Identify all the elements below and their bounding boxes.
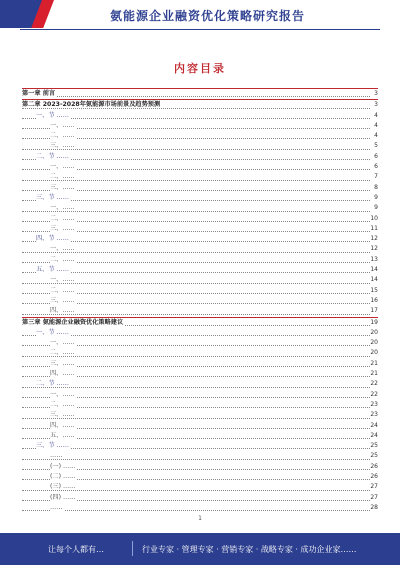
toc-entry-label: 一、…… <box>50 245 75 253</box>
toc-entry[interactable] <box>22 296 378 306</box>
toc-leader-dots <box>22 459 370 460</box>
toc-entry[interactable] <box>22 99 378 110</box>
toc-entry-page: 23 <box>370 400 378 410</box>
page-number: 1 <box>198 515 202 522</box>
toc-entry-page: 22 <box>370 390 378 400</box>
toc-entry-label: 二、…… <box>50 214 75 222</box>
toc-entry-page: 4 <box>374 131 378 141</box>
toc-entry-label: 第一章 前言 <box>22 90 56 97</box>
toc-entry-label: 二、…… <box>50 132 75 140</box>
toc-entry-page: 5 <box>374 141 378 151</box>
toc-entry-label: (一) …… <box>50 462 76 470</box>
toc-entry-label: 三、…… <box>50 224 75 232</box>
toc-entry[interactable] <box>22 224 378 234</box>
toc-entry[interactable] <box>22 275 378 285</box>
toc-entry[interactable] <box>22 410 378 420</box>
toc-entry-page: 20 <box>370 328 378 338</box>
toc-entry-page: 20 <box>370 348 378 358</box>
toc-entry-label: …… <box>50 503 63 511</box>
toc-entry-page: 9 <box>374 203 378 213</box>
toc-entry-page: 14 <box>370 275 378 285</box>
toc-entry[interactable] <box>22 328 378 338</box>
toc-entry-label: (三) …… <box>50 483 76 491</box>
toc-entry[interactable] <box>22 183 378 193</box>
toc-leader-dots <box>22 335 370 336</box>
toc-entry-page: 14 <box>370 265 378 275</box>
footer-divider <box>132 541 133 556</box>
toc-entry[interactable] <box>22 503 378 513</box>
toc-leader-dots <box>22 200 370 201</box>
toc-entry[interactable] <box>22 88 378 99</box>
toc-entry-label: (四) …… <box>50 493 76 501</box>
toc-entry[interactable] <box>22 348 378 358</box>
toc-entry[interactable] <box>22 162 378 172</box>
toc-entry-label: 一、节 …… <box>36 111 69 119</box>
toc-entry-page: 7 <box>374 172 378 182</box>
toc-entry[interactable] <box>22 203 378 213</box>
toc-entry-page: 11 <box>370 224 378 234</box>
toc-entry-label: 三、节 …… <box>36 442 69 450</box>
toc-entry-page: 4 <box>374 111 378 121</box>
toc-entry[interactable] <box>22 493 378 503</box>
toc-entry-page: 10 <box>370 214 378 224</box>
toc-entry-page: 3 <box>374 89 378 99</box>
toc-entry-label: 二、…… <box>50 400 75 408</box>
toc-entry-page: 13 <box>370 255 378 265</box>
toc-entry-page: 4 <box>374 121 378 131</box>
toc-leader-dots <box>22 448 370 449</box>
toc-entry-page: 19 <box>370 318 378 328</box>
toc-entry-page: 24 <box>370 421 378 431</box>
report-title: 氨能源企业融资优化策略研究报告 <box>110 9 306 23</box>
toc-entry[interactable] <box>22 121 378 131</box>
toc-entry-label: 二、…… <box>50 286 75 294</box>
toc-entry-label: 四、…… <box>50 370 75 378</box>
toc-entry-page: 15 <box>370 286 378 296</box>
toc-entry-label: 第二章 2023-2028年氨能源市场前景及趋势预测 <box>22 101 161 109</box>
toc-entry[interactable] <box>22 306 378 316</box>
toc-entry-label: 三、…… <box>50 183 75 191</box>
toc-entry-label: (二) …… <box>50 472 76 480</box>
toc-entry-label: 二、节 …… <box>36 380 69 388</box>
toc-entry-page: 27 <box>370 482 378 492</box>
toc-entry-label: 一、…… <box>50 163 75 171</box>
toc-entry-label: 三、…… <box>50 411 75 419</box>
toc-leader-dots <box>22 510 370 511</box>
toc-entry-label: 四、…… <box>50 421 75 429</box>
toc-leader-dots <box>22 241 370 242</box>
toc-entry-page: 25 <box>370 441 378 451</box>
table-of-contents <box>22 88 378 512</box>
page-header <box>0 0 400 28</box>
toc-entry[interactable] <box>22 193 378 203</box>
toc-entry[interactable] <box>22 141 378 151</box>
toc-entry-page: 6 <box>374 162 378 172</box>
toc-entry-page: 16 <box>370 296 378 306</box>
footer-experts: 行业专家 · 管理专家 · 营销专家 · 战略专家 · 成功企业家…… <box>142 545 357 554</box>
toc-entry-page: 24 <box>370 431 378 441</box>
toc-entry[interactable] <box>22 379 378 389</box>
toc-entry[interactable] <box>22 369 378 379</box>
toc-entry-label: 四、节 …… <box>36 235 69 243</box>
toc-entry[interactable] <box>22 400 378 410</box>
toc-entry-page: 8 <box>374 183 378 193</box>
toc-entry-page: 21 <box>370 369 378 379</box>
toc-entry-label: 四、…… <box>50 307 75 315</box>
toc-entry[interactable] <box>22 431 378 441</box>
toc-entry[interactable] <box>22 244 378 254</box>
toc-entry-page: 12 <box>370 234 378 244</box>
toc-entry-page: 6 <box>374 152 378 162</box>
toc-entry-label: 第三章 氨能源企业融资优化策略建议 <box>22 318 124 326</box>
toc-leader-dots <box>22 159 370 160</box>
toc-entry-label: 一、…… <box>50 276 75 284</box>
toc-entry-label: 五、节 …… <box>36 266 69 274</box>
toc-entry-label: 三、…… <box>50 359 75 367</box>
toc-entry-label: 二、…… <box>50 173 75 181</box>
toc-entry-page: 3 <box>374 100 378 110</box>
toc-leader-dots <box>22 118 370 119</box>
toc-entry[interactable] <box>22 359 378 369</box>
toc-entry[interactable] <box>22 338 378 348</box>
toc-entry-label: …… <box>50 452 63 460</box>
toc-entry[interactable] <box>22 172 378 182</box>
toc-entry-label: 一、…… <box>50 339 75 347</box>
toc-entry-page: 26 <box>370 462 378 472</box>
toc-entry-page: 20 <box>370 338 378 348</box>
toc-entry-page: 28 <box>370 503 378 513</box>
toc-entry-label: 三、节 …… <box>36 193 69 201</box>
toc-entry[interactable] <box>22 421 378 431</box>
toc-entry[interactable] <box>22 390 378 400</box>
toc-entry-label: 二、…… <box>50 255 75 263</box>
toc-entry-label: 三、…… <box>50 296 75 304</box>
toc-entry[interactable] <box>22 265 378 275</box>
toc-entry-page: 26 <box>370 472 378 482</box>
toc-entry-page: 17 <box>370 306 378 316</box>
toc-entry[interactable] <box>22 286 378 296</box>
footer-slogan: 让每个人都有… <box>48 545 104 554</box>
toc-entry-label: 一、…… <box>50 121 75 129</box>
toc-entry-label: 一、节 …… <box>36 328 69 336</box>
toc-entry-label: 三、…… <box>50 142 75 150</box>
toc-entry-page: 23 <box>370 410 378 420</box>
toc-entry[interactable] <box>22 451 378 461</box>
toc-leader-dots <box>22 387 370 388</box>
toc-entry[interactable] <box>22 482 378 492</box>
toc-entry[interactable] <box>22 152 378 162</box>
toc-entry[interactable] <box>22 214 378 224</box>
toc-entry-label: 一、…… <box>50 204 75 212</box>
toc-leader-dots <box>22 272 370 273</box>
toc-entry-label: 五、…… <box>50 431 75 439</box>
toc-entry[interactable] <box>22 234 378 244</box>
toc-heading: 内容目录 <box>174 62 226 75</box>
toc-entry[interactable] <box>22 317 378 328</box>
toc-entry[interactable] <box>22 441 378 451</box>
toc-entry-page: 9 <box>374 193 378 203</box>
toc-entry[interactable] <box>22 111 378 121</box>
toc-entry-label: 一、…… <box>50 390 75 398</box>
toc-leader-dots <box>22 96 370 97</box>
toc-entry[interactable] <box>22 255 378 265</box>
toc-entry[interactable] <box>22 462 378 472</box>
page-footer <box>0 533 400 565</box>
toc-entry-page: 22 <box>370 379 378 389</box>
toc-entry-page: 12 <box>370 244 378 254</box>
toc-entry-label: 二、…… <box>50 349 75 357</box>
toc-entry-label: 二、节 …… <box>36 152 69 160</box>
toc-entry-page: 21 <box>370 359 378 369</box>
toc-entry[interactable] <box>22 131 378 141</box>
toc-entry-page: 27 <box>370 493 378 503</box>
header-divider <box>20 29 380 30</box>
toc-entry[interactable] <box>22 472 378 482</box>
toc-entry-page: 25 <box>370 451 378 461</box>
